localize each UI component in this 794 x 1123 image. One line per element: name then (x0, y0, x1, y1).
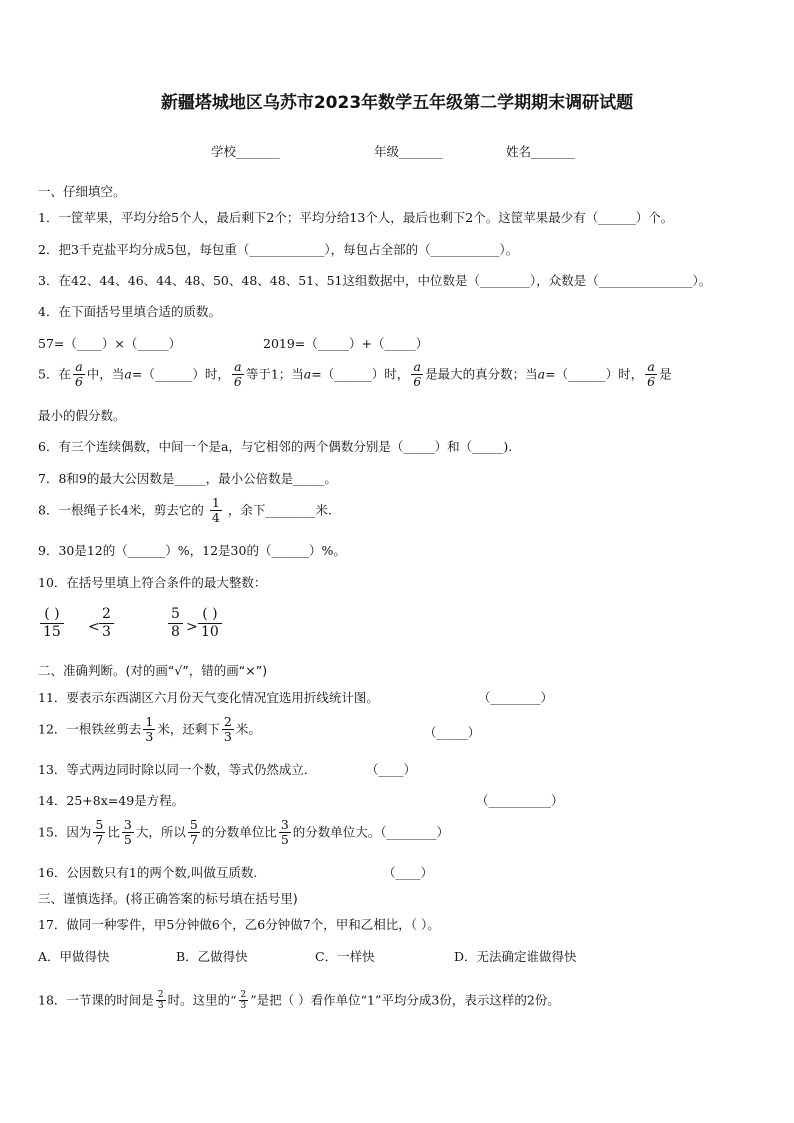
q17-option-d: D．无法确定谁做得快 (454, 949, 577, 964)
section2-heading: 二、准确判断。(对的画“√”，错的画“×”) (38, 663, 268, 678)
grade-field: 年级_______ (374, 144, 443, 159)
name-field: 姓名_______ (506, 144, 575, 159)
q10a-right-fraction: 2 3 (99, 606, 114, 641)
question-12: 12．一根铁丝剪去 $\frac{1}{3}$ 米，还剩下 $\frac{2}{3}$ 米。 (38, 714, 261, 745)
question-15: 15．因为 $\frac{5}{7}$ 比 $\frac{3}{5}$ 大，所以 $\frac{5}{7}$ 的分数单位比 $\frac{3}{5}$ 的分数单位大。（________） (38, 817, 450, 848)
q16-answer-blank: （____） (383, 865, 434, 880)
q14-answer-blank: （__________） (476, 793, 564, 808)
fraction-5-over-7: $\frac{5}{7}$ (95, 817, 104, 848)
question-17: 17．做同一种零件，甲5分钟做6个，乙6分钟做7个，甲和乙相比，（ ）。 (38, 917, 440, 932)
school-field: 学校_______ (211, 144, 280, 159)
fraction-a-over-6: $\frac{a}{6}$ (74, 359, 83, 390)
section1-heading: 一、仔细填空。 (38, 184, 126, 199)
fraction-a-over-6: $\frac{a}{6}$ (647, 359, 656, 390)
fraction-3-over-5: $\frac{3}{5}$ (123, 817, 132, 848)
fraction-a-over-6: $\frac{a}{6}$ (233, 359, 242, 390)
section3-heading: 三、谨慎选择。(将正确答案的标号填在括号里) (38, 891, 298, 906)
question-7: 7．8和9的最大公因数是_____，最小公倍数是_____。 (38, 471, 337, 486)
question-1: 1．一筐苹果，平均分给5个人，最后剩下2个；平均分给13个人，最后也剩下2个。这筐苹果最少有（______）个。 (38, 210, 674, 225)
question-4b: 2019=（_____）+（_____） (263, 336, 429, 351)
q13-answer-blank: （____） (366, 762, 417, 777)
question-5: 5．在 $\frac{a}{6}$ 中，当a=（______）时， $\frac{a}{6}$ 等于1；当a=（______）时， $\frac{a}{6}$ 是最大的真分数；当a=（______）时， $\frac{a}{6}$ 是 (38, 359, 672, 390)
q17-option-c: C．一样快 (315, 949, 375, 964)
question-9: 9．30是12的（______）%，12是30的（______）%。 (38, 543, 346, 558)
q12-answer-blank: （_____） (424, 725, 481, 740)
fraction-3-over-5: $\frac{3}{5}$ (280, 817, 289, 848)
question-3: 3．在42、44、46、44、48、50、48、48、51、51这组数据中，中位数是（________），众数是（_______________）。 (38, 273, 712, 288)
q10a-relation: < (88, 619, 100, 635)
q10b-relation: > (186, 619, 198, 635)
question-10: 10．在括号里填上符合条件的最大整数： (38, 575, 267, 590)
q11-answer-blank: （________） (478, 690, 554, 705)
q10b-right-fraction: ( ) 10 (198, 606, 222, 641)
fraction-2-over-3: $\frac{2}{3}$ (240, 990, 247, 1012)
q17-option-a: A．甲做得快 (38, 949, 110, 964)
question-13: 13．等式两边同时除以同一个数，等式仍然成立． (38, 762, 317, 777)
fraction-2-over-3: $\frac{2}{3}$ (157, 990, 164, 1012)
fraction-2-over-3: $\frac{2}{3}$ (223, 714, 232, 745)
q5-text: 5．在 (38, 366, 71, 382)
question-14: 14．25+8x=49是方程。 (38, 793, 185, 808)
question-11: 11．要表示东西湖区六月份天气变化情况宜选用折线统计图。 (38, 690, 379, 705)
question-5-line2: 最小的假分数。 (38, 408, 126, 423)
fraction-1-over-4: $\frac{1}{4}$ (211, 495, 220, 526)
fraction-a-over-6: $\frac{a}{6}$ (413, 359, 422, 390)
question-8: 8．一根绳子长4米，剪去它的 $\frac{1}{4}$ ，余下________米. (38, 495, 332, 526)
q10a-left-fraction: ( ) 15 (40, 606, 64, 641)
question-2: 2．把3千克盐平均分成5包，每包重（____________），每包占全部的（___________）。 (38, 242, 519, 257)
question-18: 18．一节课的时间是 $\frac{2}{3}$ 时。这里的“ $\frac{2}{3}$ ”是把（ ）看作单位“1”平均分成3份，表示这样的2份。 (38, 990, 560, 1012)
question-6: 6．有三个连续偶数，中间一个是a，与它相邻的两个偶数分别是（_____）和（_____). (38, 439, 513, 454)
fraction-1-over-3: $\frac{1}{3}$ (145, 714, 154, 745)
q17-option-b: B．乙做得快 (176, 949, 248, 964)
question-4: 4．在下面括号里填合适的质数。 (38, 304, 221, 319)
page-title: 新疆塔城地区乌苏市2023年数学五年级第二学期期末调研试题 (160, 93, 634, 113)
question-16: 16．公因数只有1的两个数,叫做互质数. (38, 865, 258, 880)
question-4a: 57=（____）×（_____） (38, 336, 182, 351)
q10b-left-fraction: 5 8 (168, 606, 183, 641)
fraction-5-over-7: $\frac{5}{7}$ (189, 817, 198, 848)
